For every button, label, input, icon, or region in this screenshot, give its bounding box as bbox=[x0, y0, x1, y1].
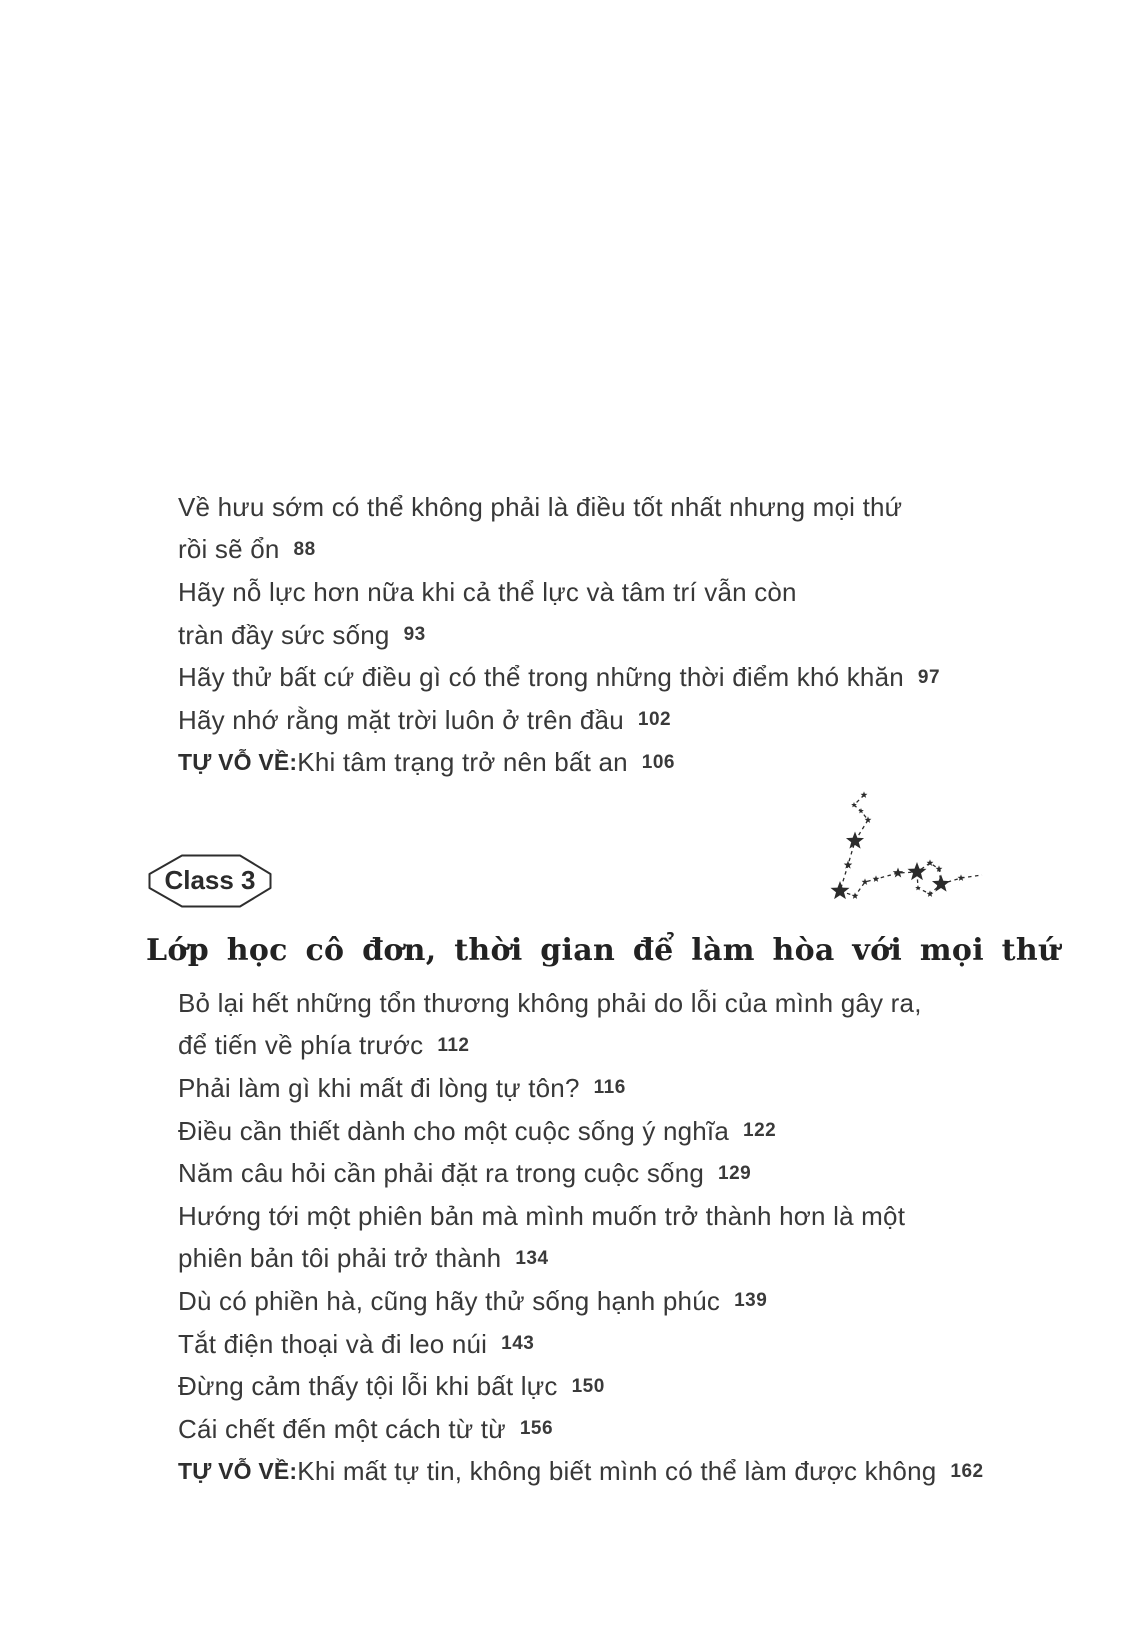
constellation-star-icons bbox=[830, 791, 964, 899]
toc-line-text: tràn đầy sức sống bbox=[178, 619, 390, 650]
toc-line-text: Điều cần thiết dành cho một cuộc sống ý nghĩa bbox=[178, 1115, 730, 1146]
toc-line-prefix: TỰ VỖ VỀ: bbox=[178, 749, 298, 776]
toc-page-number: 156 bbox=[519, 1418, 554, 1440]
toc-page-number: 112 bbox=[437, 1034, 470, 1056]
toc-line-text: Tắt điện thoại và đi leo núi bbox=[178, 1328, 488, 1359]
toc-page-number: 116 bbox=[593, 1077, 626, 1099]
toc-line-text: rồi sẽ ổn bbox=[178, 534, 280, 565]
toc-line-text: Hướng tới một phiên bản mà mình muốn trở thành hơn là một bbox=[178, 1200, 906, 1231]
toc-page-number: 97 bbox=[917, 666, 941, 688]
toc-line bbox=[178, 571, 1086, 614]
toc-line-text: Hãy thử bất cứ điều gì có thể trong những thời điểm khó khăn bbox=[178, 662, 904, 693]
toc-line bbox=[178, 614, 1086, 657]
toc-section-1 bbox=[178, 486, 1086, 784]
toc-page-number: 102 bbox=[637, 709, 672, 731]
toc-line bbox=[178, 1152, 1086, 1195]
toc-line bbox=[178, 486, 1086, 529]
toc-page-number: 134 bbox=[515, 1247, 549, 1269]
toc-line-text: để tiến về phía trước bbox=[178, 1030, 424, 1061]
toc-page-number: 122 bbox=[743, 1120, 777, 1142]
toc-line bbox=[178, 1451, 1086, 1494]
toc-line-text: Khi mất tự tin, không biết mình có thể làm được không bbox=[297, 1456, 937, 1487]
toc-line bbox=[178, 1025, 1086, 1068]
chapter-heading: Lớp học cô đơn, thời gian để làm hòa với mọi thứ bbox=[146, 933, 1061, 968]
toc-line bbox=[178, 1195, 1086, 1238]
toc-line bbox=[178, 1365, 1086, 1408]
class-badge bbox=[148, 854, 272, 908]
toc-line bbox=[178, 1110, 1086, 1153]
toc-line bbox=[178, 1323, 1086, 1366]
toc-page-number: 129 bbox=[718, 1162, 752, 1184]
toc-line-text: Cái chết đến một cách từ từ bbox=[178, 1413, 506, 1444]
toc-line-text: Phải làm gì khi mất đi lòng tự tôn? bbox=[178, 1072, 580, 1103]
toc-line bbox=[178, 982, 1086, 1025]
toc-line-text: Hãy nỗ lực hơn nữa khi cả thể lực và tâm trí vẫn còn bbox=[178, 576, 797, 607]
toc-line bbox=[178, 1280, 1086, 1323]
constellation-stars-illustration bbox=[822, 778, 997, 912]
toc-page-number: 93 bbox=[403, 624, 426, 646]
toc-line bbox=[178, 1238, 1086, 1281]
toc-line-text: Về hưu sớm có thể không phải là điều tốt nhất nhưng mọi thứ bbox=[178, 491, 903, 522]
toc-page-number: 150 bbox=[571, 1375, 605, 1397]
toc-line bbox=[178, 1408, 1086, 1451]
toc-page-number: 106 bbox=[641, 751, 675, 773]
class-badge-label: Class 3 bbox=[164, 864, 256, 895]
toc-line-text: Dù có phiền hà, cũng hãy thử sống hạnh phúc bbox=[178, 1285, 721, 1316]
toc-page-number: 162 bbox=[950, 1460, 984, 1482]
toc-line bbox=[178, 656, 1086, 699]
toc-line bbox=[178, 1067, 1086, 1110]
toc-line-text: Năm câu hỏi cần phải đặt ra trong cuộc sống bbox=[178, 1158, 705, 1189]
toc-line-prefix: TỰ VỖ VỀ: bbox=[178, 1458, 298, 1485]
toc-line-text: Khi tâm trạng trở nên bất an bbox=[297, 747, 628, 778]
toc-line-text: Bỏ lại hết những tổn thương không phải do lỗi của mình gây ra, bbox=[178, 987, 922, 1018]
toc-page-number: 143 bbox=[501, 1333, 535, 1355]
toc-line-text: Hãy nhớ rằng mặt trời luôn ở trên đầu bbox=[178, 704, 624, 735]
toc-line-text: phiên bản tôi phải trở thành bbox=[178, 1243, 502, 1274]
toc-page-number: 88 bbox=[293, 538, 316, 560]
toc-page-number: 139 bbox=[734, 1290, 768, 1312]
toc-section-2 bbox=[178, 982, 1086, 1493]
toc-line bbox=[178, 529, 1086, 572]
toc-line-text: Đừng cảm thấy tội lỗi khi bất lực bbox=[178, 1371, 558, 1402]
toc-line bbox=[178, 699, 1086, 742]
